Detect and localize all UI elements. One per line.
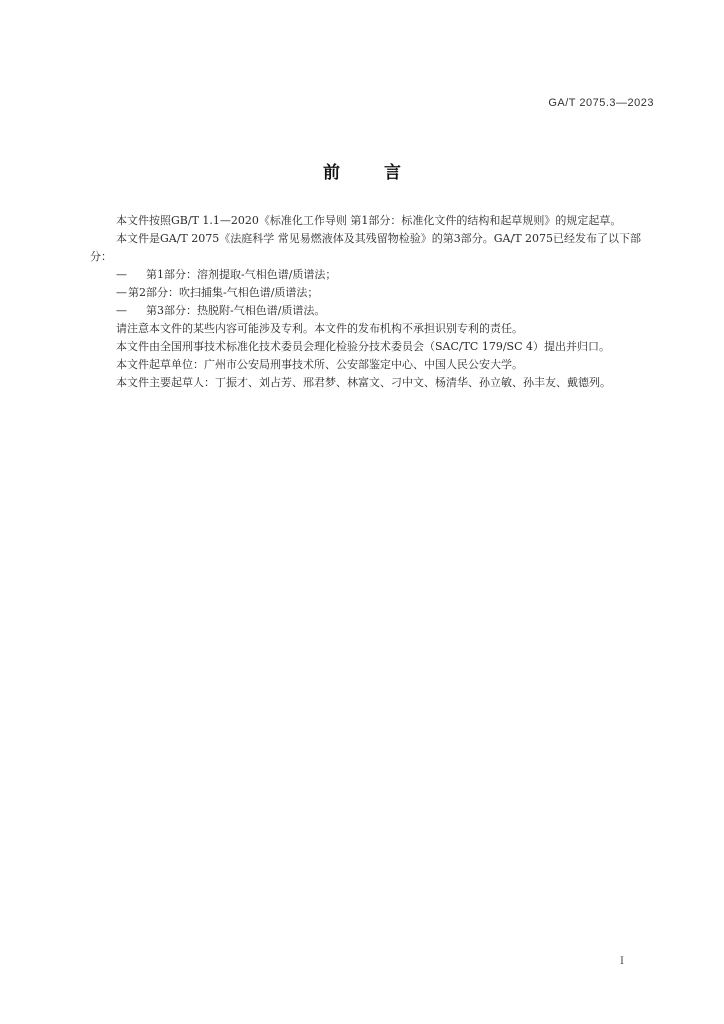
page-number: I [620, 956, 624, 967]
paragraph-proposer: 本文件由全国刑事技术标准化技术委员会理化检验分技术委员会（SAC/TC 179/SC 4）提出并归口。 [116, 340, 610, 353]
paragraph-patent-notice: 请注意本文件的某些内容可能涉及专利。本文件的发布机构不承担识别专利的责任。 [116, 322, 523, 335]
list-item [90, 284, 656, 302]
list-item [90, 302, 656, 320]
list-item-text: 第1部分：溶剂提取-气相色谱/质谱法； [146, 268, 337, 281]
foreword-body [90, 212, 656, 392]
list-dash: — [116, 304, 127, 317]
list-item-text: 第3部分：热脱附-气相色谱/质谱法。 [146, 304, 326, 317]
list-dash: — [116, 286, 127, 299]
standard-code: GA/T 2075.3—2023 [548, 97, 654, 109]
list-dash: — [116, 268, 127, 281]
list-item [90, 266, 656, 284]
paragraph-drafting-rules: 本文件按照GB/T 1.1—2020《标准化工作导则 第1部分：标准化文件的结构和起草规则》的规定起草。 [116, 214, 622, 227]
list-item-text: 第2部分：吹扫捕集-气相色谱/质谱法； [128, 286, 319, 299]
parts-list [90, 266, 656, 320]
page-title: 前 言 [323, 163, 401, 183]
paragraph-drafting-units: 本文件起草单位：广州市公安局刑事技术所、公安部鉴定中心、中国人民公安大学。 [116, 358, 523, 371]
paragraph-series-info: 本文件是GA/T 2075《法庭科学 常见易燃液体及其残留物检验》的第3部分。GA/T 2075已经发布了以下部分： [90, 232, 642, 263]
paragraph-drafters: 本文件主要起草人：丁振才、刘占芳、邢君梦、林富文、刁中文、杨清华、孙立敏、孙丰友、戴德列。 [116, 376, 611, 389]
